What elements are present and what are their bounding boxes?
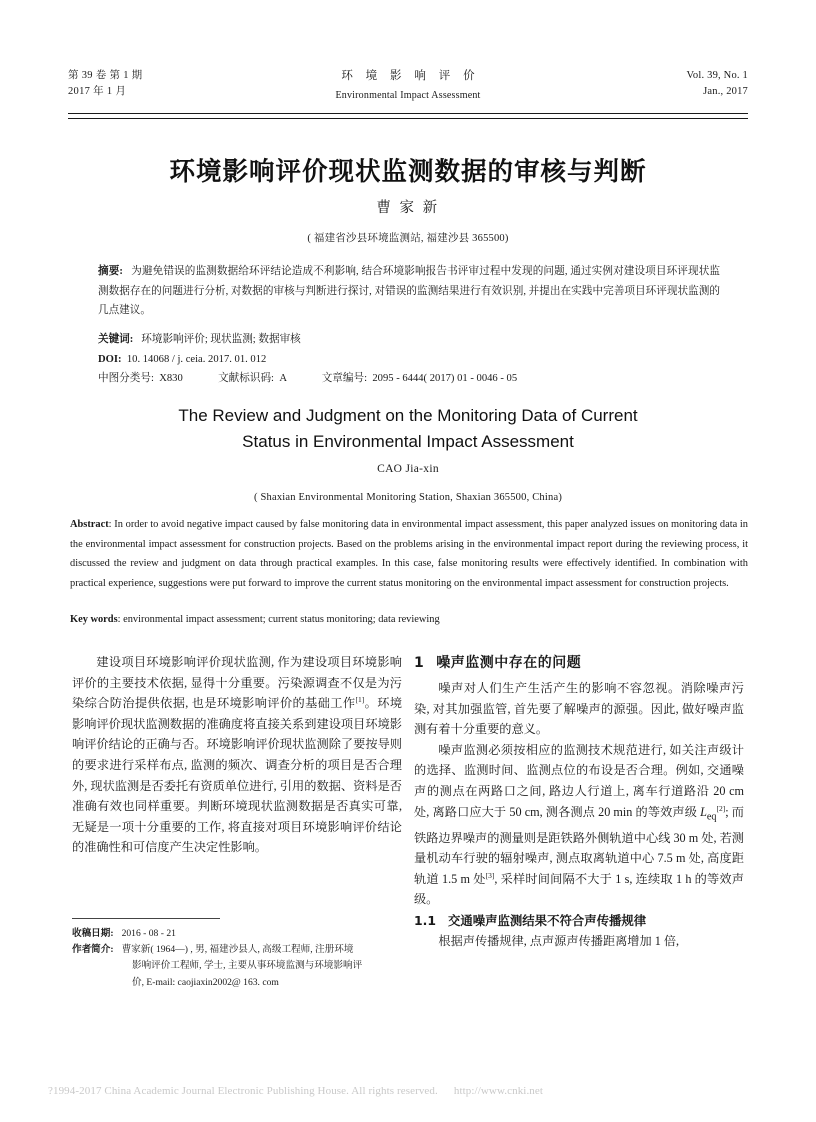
abstract-en bbox=[70, 515, 748, 593]
author-bio-line-3-wrap bbox=[72, 975, 402, 991]
section-heading-1-1 bbox=[414, 910, 744, 931]
author-bio-line-1: 曹家新( 1964—) , 男, 福建沙县人, 高级工程师, 注册环境 bbox=[121, 944, 354, 956]
journal-title-en: Environmental Impact Assessment bbox=[335, 89, 481, 101]
keywords-cn-text: 环境影响评价; 现状监测; 数据审核 bbox=[141, 334, 301, 345]
article-id-label: 文章编号: bbox=[321, 373, 368, 384]
clc-label: 中图分类号: bbox=[98, 373, 154, 384]
abstract-cn-label: 摘要: bbox=[98, 266, 123, 277]
section-number-1-1: 1.1 bbox=[414, 912, 436, 928]
symbol-leq: L bbox=[700, 804, 707, 819]
volume-issue-cn: 第 39 卷 第 1 期 bbox=[68, 70, 143, 81]
author-name-cn: 曹 家 新 bbox=[376, 200, 440, 216]
paragraph bbox=[414, 931, 744, 952]
right-paragraph-2c: , 采样时间间隔不大于 1 s, 连续取 1 h 的等效声级。 bbox=[414, 871, 744, 907]
section-heading-1 bbox=[414, 652, 744, 674]
volume-issue-en: Vol. 39, No. 1 bbox=[686, 70, 748, 81]
paragraph bbox=[414, 740, 744, 910]
paragraph bbox=[414, 678, 744, 740]
left-paragraph-1b: 。环境影响评价现状监测数据的准确度将直接关系到建设项目环境影响评价结论的正确与否。环境影响评价现状监测除了要按导则的要求进行采样布点, 监测的频次、调查分析的项目是否合理外, 现状监测是否委托有资质单位进行, 引用的数据、资料是否准确有效也同样重要。判断环境现状监测数据是否真实可靠, 无疑是一项十分重要的工作, 将直接对项目环境影响评价结论的准确性和可信度产生决定性影响。 bbox=[72, 696, 403, 855]
clc-value: X830 bbox=[159, 373, 183, 384]
doi-row bbox=[98, 350, 720, 370]
footnote-block bbox=[72, 926, 402, 991]
journal-title-cn: 环 境 影 响 评 价 bbox=[341, 70, 480, 82]
document-code-value: A bbox=[279, 373, 287, 384]
author-bio-line bbox=[72, 942, 402, 958]
keywords-en-text: : environmental impact assessment; current status monitoring; data reviewing bbox=[117, 614, 440, 625]
page-title-cn: 环境影响评价现状监测数据的审核与判断 bbox=[169, 157, 647, 187]
author-bio-line-2-wrap bbox=[72, 958, 402, 974]
section-number-1: 1 bbox=[414, 655, 425, 671]
metadata-block-cn bbox=[98, 330, 720, 389]
reference-marker-3: [3] bbox=[485, 870, 495, 880]
page-title-en-line2: Status in Environmental Impact Assessment bbox=[242, 432, 574, 451]
section-title-1-1: 交通噪声监测结果不符合声传播规律 bbox=[447, 912, 647, 928]
abstract-cn-text: 为避免错误的监测数据给环评结论造成不利影响, 结合环境影响报告书评审过程中发现的问题, 通过实例对建设项目环评现状监测数据存在的问题进行分析, 对数据的审核与判断进行探讨, 对错误的监测结果进行有效识别, 并提出在实践中完善项目环评现状监测的几点建议。 bbox=[98, 266, 721, 316]
date-en: Jan., 2017 bbox=[703, 86, 748, 98]
right-paragraph-2b: ; 而铁路边界噪声的测量则是距铁路外侧轨道中心线 30 m 处, 若测量机动车行驶的辐射噪声, 测点取离轨道中心 7.5 m 处, 高度距轨道 1.5 m 处 bbox=[414, 804, 744, 886]
abstract-en-text: : In order to avoid negative impact caused by false monitoring data in environmental impact assessment, this paper analyzed issues on monitoring data in the environmental impact assessment for construction projects. Based on the problems arising in the environmental impact report during the reviewing process, it discussed the review and judgment on data through practical examples. In this case, false monitoring results were effectively identified. In combination with practical experience, suggestions were put forward to improve the current status monitoring on the environmental impact assessment for construction projects. bbox=[70, 519, 748, 589]
right-paragraph-2a: 噪声监测必须按相应的监测技术规范进行, 如关注声级计的选择、监测时间、监测点位的布设是否合理。例如, 交通噪声的测点在两路口之间, 路边人行道上, 离车行道路沿 20 cm 处, 离路口应大于 50 cm, 测各测点 20 min 的等效声级 bbox=[414, 742, 744, 819]
running-head bbox=[68, 68, 748, 103]
keywords-cn-row bbox=[98, 330, 720, 350]
abstract-en-label: Abstract bbox=[70, 519, 109, 530]
abstract-cn bbox=[98, 262, 720, 321]
received-date-line bbox=[72, 926, 402, 942]
keywords-cn-label: 关键词: bbox=[98, 334, 134, 345]
reference-marker-1: [1] bbox=[355, 695, 365, 705]
cnki-copyright-footer bbox=[48, 1085, 788, 1097]
affiliation-en: ( Shaxian Environmental Monitoring Station, Shaxian 365500, China) bbox=[253, 492, 563, 503]
received-date-label: 收稿日期: bbox=[72, 928, 114, 939]
header-double-rule bbox=[68, 113, 748, 119]
author-bio-line-2: 影响评价工程师, 学士, 主要从事环境监测与环境影响评 bbox=[132, 960, 363, 972]
body-column-left bbox=[72, 652, 402, 858]
cnki-copyright-text: ?1994-2017 China Academic Journal Electronic Publishing House. All rights reserved. bbox=[48, 1085, 438, 1097]
right-paragraph-3: 根据声传播规律, 点声源声传播距离增加 1 倍, bbox=[438, 933, 680, 948]
section-title-1: 噪声监测中存在的问题 bbox=[436, 655, 582, 671]
article-id-value: 2095 - 6444( 2017) 01 - 0046 - 05 bbox=[372, 373, 518, 384]
page-title-en bbox=[108, 403, 708, 455]
doi-label: DOI: bbox=[98, 353, 122, 365]
symbol-leq-subscript: eq bbox=[706, 811, 717, 822]
date-cn: 2017 年 1 月 bbox=[68, 86, 127, 98]
reference-marker-2: [2] bbox=[716, 803, 726, 813]
running-head-center bbox=[268, 68, 548, 103]
doi-value: 10. 14068 / j. ceia. 2017. 01. 012 bbox=[126, 353, 267, 365]
page-title-en-line1: The Review and Judgment on the Monitoring Data of Current bbox=[178, 406, 638, 425]
keywords-en bbox=[70, 610, 748, 630]
author-name-en: CAO Jia-xin bbox=[377, 463, 439, 475]
affiliation-cn: ( 福建省沙县环境监测站, 福建沙县 365500) bbox=[307, 233, 509, 244]
body-column-right bbox=[414, 652, 744, 952]
running-head-left bbox=[68, 68, 268, 101]
paragraph bbox=[72, 652, 402, 858]
author-bio-label: 作者简介: bbox=[72, 944, 114, 956]
cnki-url: http://www.cnki.net bbox=[453, 1085, 544, 1097]
left-paragraph-1a: 建设项目环境影响评价现状监测, 作为建设项目环境影响评价的主要技术依据, 显得十分重要。污染源调查不仅是为污染综合防治提供依据, 也是环境影响评价的基础工作 bbox=[72, 655, 402, 711]
footnote-rule bbox=[72, 918, 220, 919]
right-paragraph-1: 噪声对人们生产生活产生的影响不容忽视。消除噪声污染, 对其加强监管, 首先要了解噪声的源强。因此, 做好噪声监测有着十分重要的意义。 bbox=[414, 681, 744, 737]
document-code-label: 文献标识码: bbox=[218, 373, 275, 384]
classification-row bbox=[98, 369, 720, 389]
keywords-en-label: Key words bbox=[70, 614, 118, 625]
received-date-value: 2016 - 08 - 21 bbox=[121, 928, 176, 939]
running-head-right bbox=[548, 68, 748, 101]
author-bio-line-3: 价, E-mail: caojiaxin2002@ 163. com bbox=[132, 976, 279, 988]
